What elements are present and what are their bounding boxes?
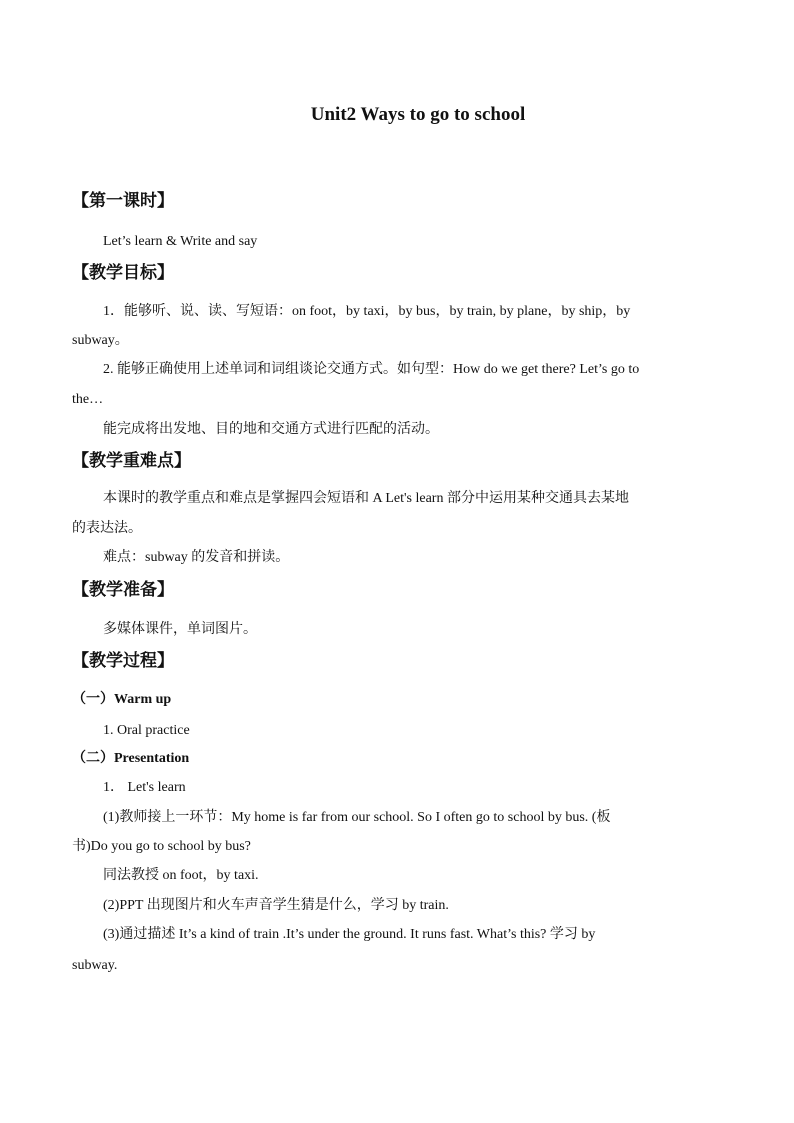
- objective-1-line-2: subway。: [72, 333, 129, 348]
- process-part-2-item: 1． Let's learn: [103, 780, 186, 795]
- heading-key-difficult-points: 【教学重难点】: [72, 451, 191, 471]
- process-part-1-item: 1. Oral practice: [103, 723, 190, 738]
- step-3-line-2: subway.: [72, 958, 118, 973]
- step-3-line-1: (3)通过描述 It’s a kind of train .It’s under the ground. It runs fast. What’s this? 学习 by: [103, 927, 596, 942]
- objective-2-line-1: 2. 能够正确使用上述单词和词组谈论交通方式。如句型：How do we get there? Let’s go to: [103, 362, 640, 377]
- document-title: Unit2 Ways to go to school: [310, 104, 526, 125]
- heading-teaching-preparation: 【教学准备】: [72, 580, 174, 600]
- step-1-line-2: 书)Do you go to school by bus?: [72, 839, 251, 854]
- objective-2-line-2: the…: [72, 392, 104, 407]
- key-points-line-1: 本课时的教学重点和难点是掌握四会短语和 A Let's learn 部分中运用某种交通具去某地: [103, 491, 629, 506]
- lesson-content-line: Let’s learn & Write and say: [103, 234, 258, 249]
- heading-teaching-objectives: 【教学目标】: [72, 263, 174, 283]
- difficult-point: 难点：subway 的发音和拼读。: [103, 550, 290, 565]
- heading-lesson-one: 【第一课时】: [72, 191, 174, 211]
- step-2: (2)PPT 出现图片和火车声音学生猜是什么，学习 by train.: [103, 898, 449, 913]
- process-part-2-heading: （二）Presentation: [72, 751, 190, 766]
- objective-1-line-1: 1．能够听、说、读、写短语：on foot，by taxi，by bus，by train, by plane，by ship，by: [103, 304, 631, 319]
- step-1-line-1: (1)教师接上一环节：My home is far from our school. So I often go to school by bus. (板: [103, 810, 611, 825]
- heading-teaching-process: 【教学过程】: [72, 651, 174, 671]
- preparation-line: 多媒体课件，单词图片。: [103, 621, 257, 637]
- key-points-line-2: 的表达法。: [72, 520, 142, 536]
- process-part-1-heading: （一）Warm up: [72, 692, 172, 707]
- objective-3: 能完成将出发地、目的地和交通方式进行匹配的活动。: [103, 421, 439, 437]
- step-1-line-3: 同法教授 on foot，by taxi.: [103, 868, 259, 883]
